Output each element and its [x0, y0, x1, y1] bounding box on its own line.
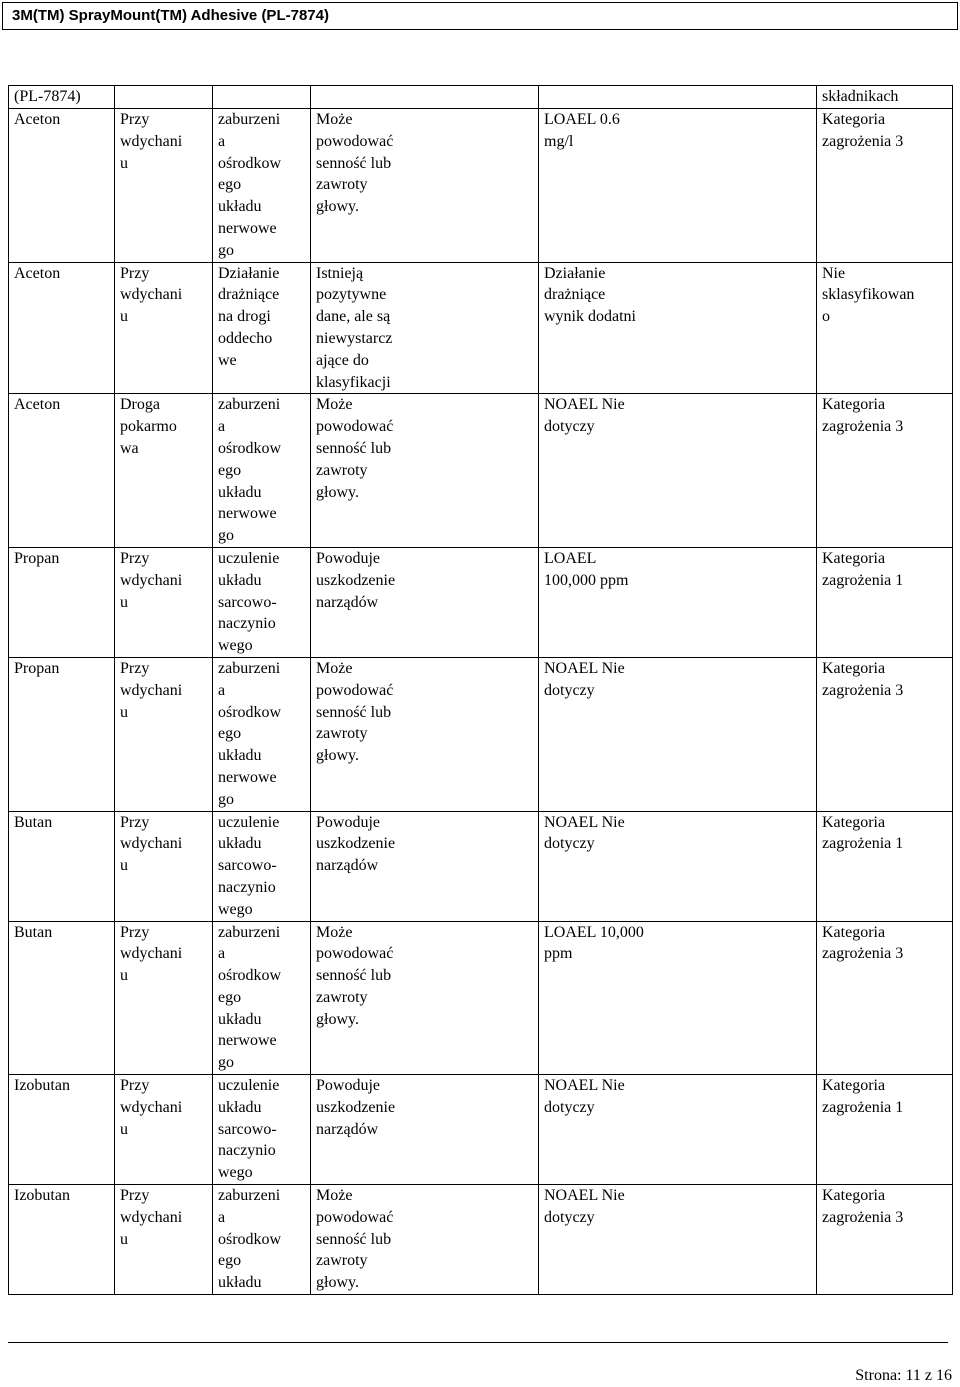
cell-line: wego	[218, 900, 253, 918]
table-cell-classification	[817, 1185, 953, 1295]
table-cell-route	[115, 811, 213, 921]
cell-line: a	[218, 681, 226, 699]
cell-line: Działanie	[544, 264, 606, 282]
cell-line: sarcowo-	[218, 1120, 277, 1138]
table-cell-route	[115, 262, 213, 394]
cell-line: układu	[218, 747, 262, 765]
cell-line: u	[120, 154, 128, 172]
cell-line: niewystarcz	[316, 329, 393, 347]
table-cell-effect	[213, 1185, 311, 1295]
cell-line: nerwowe	[218, 219, 277, 237]
cell-line: Może	[316, 111, 353, 128]
cell-line: wdychani	[120, 286, 183, 304]
cell-line: zagrożenia 3	[822, 945, 904, 963]
table-cell-classification	[817, 547, 953, 657]
table-cell-empty	[311, 86, 539, 109]
cell-line: Aceton	[14, 264, 61, 282]
cell-line: dotyczy	[544, 835, 595, 853]
table-cell-substance	[9, 1075, 115, 1185]
table-cell-effect	[213, 811, 311, 921]
cell-line: u	[120, 1230, 128, 1248]
cell-line: ego	[218, 461, 242, 479]
table-cell-empty	[213, 86, 311, 109]
cell-line: go	[218, 241, 234, 259]
table-row	[9, 262, 953, 394]
cell-line: Kategoria	[822, 923, 886, 941]
cell-line: LOAEL	[544, 549, 597, 567]
cell-line: powodować	[316, 418, 394, 436]
cell-line: Kategoria	[822, 1187, 886, 1205]
cell-line: drażniące	[544, 286, 606, 304]
cell-line: powodować	[316, 681, 394, 699]
cell-line: Kategoria	[822, 659, 886, 677]
cell-line: u	[120, 967, 128, 985]
cell-line: dane, ale są	[316, 308, 391, 326]
cell-line: go	[218, 790, 234, 808]
cell-line: sarcowo-	[218, 593, 277, 611]
cell-line: ośrodkow	[218, 439, 282, 457]
table-cell-effect	[213, 1075, 311, 1185]
cell-line: zawroty	[316, 176, 368, 194]
cell-line: a	[218, 418, 226, 436]
cell-line: u	[120, 593, 128, 611]
cell-line: 100,000 ppm	[544, 571, 629, 589]
cell-line: narządów	[316, 1120, 379, 1138]
cell-line: głowy.	[316, 747, 359, 765]
table-cell-result	[311, 262, 539, 394]
cell-line: wdychani	[120, 945, 183, 963]
cell-line: Przy	[120, 549, 150, 567]
cell-line: narządów	[316, 857, 379, 875]
cell-line: dotyczy	[544, 418, 595, 436]
cell-line: Kategoria	[822, 111, 886, 128]
table-cell-effect	[213, 394, 311, 548]
cell-line: sarcowo-	[218, 857, 277, 875]
cell-line: uczulenie	[218, 549, 280, 567]
table-cell-value	[539, 1075, 817, 1185]
cell-line: głowy.	[316, 483, 359, 501]
table-cell-value	[539, 394, 817, 548]
cell-line: ppm	[544, 945, 573, 963]
cell-line: LOAEL 10,000	[544, 923, 644, 941]
cell-line: nerwowe	[218, 1032, 277, 1050]
table-cell-result	[311, 657, 539, 811]
cell-line: wdychani	[120, 835, 183, 853]
cell-line: Może	[316, 659, 353, 677]
cell-line: Może	[316, 396, 353, 414]
cell-line: nerwowe	[218, 505, 277, 523]
footer-rule	[8, 1342, 948, 1343]
cell-line: mg/l	[544, 132, 574, 150]
cell-line: powodować	[316, 132, 394, 150]
table-cell-result	[311, 547, 539, 657]
cell-line: oddecho	[218, 329, 273, 347]
cell-line: wa	[120, 439, 139, 457]
cell-line: wdychani	[120, 1208, 183, 1226]
cell-line: zaburzeni	[218, 396, 281, 414]
cell-line: a	[218, 945, 226, 963]
table-cell-value	[539, 657, 817, 811]
cell-line: wdychani	[120, 132, 183, 150]
cell-line: układu	[218, 1274, 262, 1292]
cell-line: senność lub	[316, 154, 392, 172]
table-cell-classification	[817, 657, 953, 811]
cell-line: sklasyfikowan	[822, 286, 915, 304]
cell-line: zaburzeni	[218, 111, 281, 128]
cell-line: ego	[218, 176, 242, 194]
table-cell-substance	[9, 109, 115, 263]
cell-line: ośrodkow	[218, 154, 282, 172]
table-cell-classification	[817, 811, 953, 921]
cell-line: dotyczy	[544, 1208, 595, 1226]
cell-line: Izobutan	[14, 1077, 70, 1095]
cell-line: wdychani	[120, 571, 183, 589]
table-cell-value	[539, 109, 817, 263]
table-cell-effect	[213, 109, 311, 263]
cell-line: głowy.	[316, 1274, 359, 1292]
cell-line: ośrodkow	[218, 703, 282, 721]
cell-line: pozytywne	[316, 286, 387, 304]
table-cell-result	[311, 1075, 539, 1185]
cell-line: go	[218, 1054, 234, 1072]
cell-line: zagrożenia 1	[822, 1098, 904, 1116]
cell-line: zagrożenia 1	[822, 835, 904, 853]
cell-line: układu	[218, 835, 262, 853]
cell-line: go	[218, 527, 234, 545]
table-cell-value	[539, 811, 817, 921]
cell-line: senność lub	[316, 1230, 392, 1248]
table-cell-classification	[817, 1075, 953, 1185]
table-cell-substance	[9, 921, 115, 1075]
cell-line: u	[120, 857, 128, 875]
cell-line: Może	[316, 1187, 353, 1205]
table-cell-result	[311, 1185, 539, 1295]
cell-line: zaburzeni	[218, 923, 281, 941]
table-cell-extra: składnikach	[817, 86, 953, 109]
cell-line: Kategoria	[822, 813, 886, 831]
cell-line: we	[218, 351, 237, 369]
table-cell-route	[115, 394, 213, 548]
cell-line: Przy	[120, 923, 150, 941]
cell-line: Powoduje	[316, 1077, 380, 1095]
table-cell-substance	[9, 262, 115, 394]
cell-line: układu	[218, 571, 262, 589]
table-row	[9, 109, 953, 263]
table-row	[9, 657, 953, 811]
cell-line: zagrożenia 3	[822, 1208, 904, 1226]
cell-line: ające do	[316, 351, 369, 369]
cell-line: wego	[218, 1164, 253, 1182]
cell-line: klasyfikacji	[316, 373, 391, 391]
cell-line: zagrożenia 3	[822, 681, 904, 699]
table-row	[9, 921, 953, 1075]
cell-line: zawroty	[316, 988, 368, 1006]
cell-line: zagrożenia 3	[822, 418, 904, 436]
cell-line: dotyczy	[544, 681, 595, 699]
cell-line: naczynio	[218, 615, 276, 633]
cell-line: Kategoria	[822, 1077, 886, 1095]
cell-line: uszkodzenie	[316, 835, 396, 853]
cell-line: Działanie	[218, 264, 280, 282]
cell-line: LOAEL 0.6	[544, 111, 620, 128]
cell-line: Kategoria	[822, 396, 886, 414]
cell-line: Przy	[120, 659, 150, 677]
table-cell-substance	[9, 657, 115, 811]
table-cell-empty	[539, 86, 817, 109]
cell-line: u	[120, 1120, 128, 1138]
table-cell-classification	[817, 262, 953, 394]
cell-line: senność lub	[316, 439, 392, 457]
cell-line: a	[218, 132, 226, 150]
table-cell-route	[115, 1075, 213, 1185]
cell-line: drażniące	[218, 286, 280, 304]
cell-line: powodować	[316, 1208, 394, 1226]
cell-line: na drogi	[218, 308, 271, 326]
table-cell-route	[115, 657, 213, 811]
cell-line: narządów	[316, 593, 379, 611]
table-cell-result	[311, 109, 539, 263]
cell-line: naczynio	[218, 878, 276, 896]
cell-line: układu	[218, 198, 262, 216]
cell-line: NOAEL Nie	[544, 1077, 625, 1095]
cell-line: Przy	[120, 813, 150, 831]
cell-line: ośrodkow	[218, 967, 282, 985]
table-cell-substance	[9, 394, 115, 548]
cell-line: Przy	[120, 1187, 150, 1205]
table-row	[9, 1075, 953, 1185]
cell-line: Przy	[120, 111, 150, 128]
cell-line: zawroty	[316, 1252, 368, 1270]
cell-line: senność lub	[316, 967, 392, 985]
cell-line: Butan	[14, 923, 53, 941]
cell-line: zawroty	[316, 725, 368, 743]
cell-line: Może	[316, 923, 353, 941]
table-cell-value	[539, 1185, 817, 1295]
cell-line: Butan	[14, 813, 53, 831]
cell-line: głowy.	[316, 1010, 359, 1028]
cell-line: uczulenie	[218, 1077, 280, 1095]
cell-line: wego	[218, 637, 253, 655]
cell-line: NOAEL Nie	[544, 659, 625, 677]
cell-line: wdychani	[120, 681, 183, 699]
document-header	[2, 2, 958, 30]
table-cell-result	[311, 921, 539, 1075]
cell-line: ośrodkow	[218, 1230, 282, 1248]
table-cell-effect	[213, 262, 311, 394]
table-cell-value	[539, 921, 817, 1075]
cell-line: ego	[218, 988, 242, 1006]
table-cell-product: (PL-7874)	[9, 86, 115, 109]
cell-line: Aceton	[14, 111, 61, 128]
page-number: Strona: 11 z 16	[855, 1367, 952, 1384]
cell-line: Izobutan	[14, 1187, 70, 1205]
table-row	[9, 394, 953, 548]
cell-line: NOAEL Nie	[544, 1187, 625, 1205]
table-row	[9, 547, 953, 657]
table-cell-classification	[817, 394, 953, 548]
table-cell-empty	[115, 86, 213, 109]
cell-line: układu	[218, 1010, 262, 1028]
cell-line: zagrożenia 1	[822, 571, 904, 589]
cell-line: pokarmo	[120, 418, 177, 436]
cell-line: Przy	[120, 1077, 150, 1095]
cell-line: Propan	[14, 659, 60, 677]
table-cell-effect	[213, 547, 311, 657]
cell-line: układu	[218, 483, 262, 501]
table-cell-route	[115, 109, 213, 263]
cell-line: NOAEL Nie	[544, 813, 625, 831]
cell-line: u	[120, 308, 128, 326]
table-cell-effect	[213, 921, 311, 1075]
cell-line: ego	[218, 1252, 242, 1270]
cell-line: senność lub	[316, 703, 392, 721]
cell-line: głowy.	[316, 198, 359, 216]
cell-line: Aceton	[14, 396, 61, 414]
cell-line: ego	[218, 725, 242, 743]
table-cell-value	[539, 262, 817, 394]
cell-line: Istnieją	[316, 264, 364, 282]
document-title: 3M(TM) SprayMount(TM) Adhesive (PL-7874)	[12, 7, 329, 24]
cell-line: a	[218, 1208, 226, 1226]
table-cell-result	[311, 394, 539, 548]
table-cell-classification	[817, 109, 953, 263]
table-cell-substance	[9, 1185, 115, 1295]
table-row	[9, 1185, 953, 1295]
table-row	[9, 811, 953, 921]
cell-line: Kategoria	[822, 549, 886, 567]
cell-line: uszkodzenie	[316, 571, 396, 589]
toxicity-table	[8, 85, 953, 1295]
cell-line: układu	[218, 1098, 262, 1116]
cell-line: dotyczy	[544, 1098, 595, 1116]
cell-line: o	[822, 308, 830, 326]
cell-line: Propan	[14, 549, 60, 567]
table-cell-route	[115, 1185, 213, 1295]
cell-line: uczulenie	[218, 813, 280, 831]
cell-line: nerwowe	[218, 768, 277, 786]
cell-line: Przy	[120, 264, 150, 282]
cell-line: zawroty	[316, 461, 368, 479]
cell-line: Powoduje	[316, 813, 380, 831]
table-header-row	[9, 86, 953, 109]
cell-line: wdychani	[120, 1098, 183, 1116]
cell-line: zaburzeni	[218, 1187, 281, 1205]
cell-line: NOAEL Nie	[544, 396, 625, 414]
table-cell-route	[115, 547, 213, 657]
cell-line: Powoduje	[316, 549, 380, 567]
cell-line: Droga	[120, 396, 160, 414]
cell-line: Nie	[822, 264, 846, 282]
cell-line: u	[120, 703, 128, 721]
table-cell-result	[311, 811, 539, 921]
table-cell-route	[115, 921, 213, 1075]
cell-line: powodować	[316, 945, 394, 963]
table-cell-substance	[9, 547, 115, 657]
table-cell-effect	[213, 657, 311, 811]
cell-line: zagrożenia 3	[822, 132, 904, 150]
table-cell-classification	[817, 921, 953, 1075]
table-cell-substance	[9, 811, 115, 921]
table-cell-value	[539, 547, 817, 657]
cell-line: zaburzeni	[218, 659, 281, 677]
cell-line: uszkodzenie	[316, 1098, 396, 1116]
cell-line: wynik dodatni	[544, 308, 636, 326]
cell-line: naczynio	[218, 1142, 276, 1160]
